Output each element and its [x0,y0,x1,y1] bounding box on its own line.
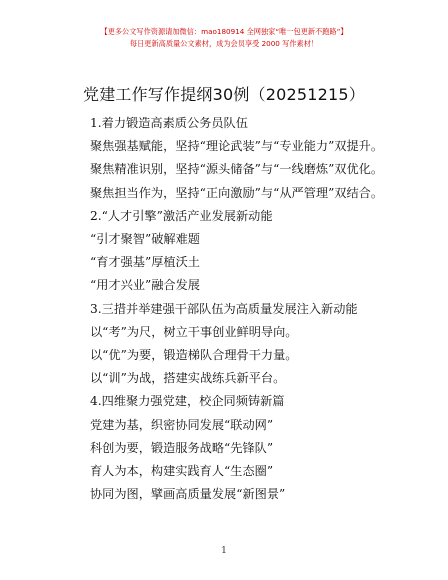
section-4-item-3: 育人为本，构建实践育人“生态圈” [90,464,274,479]
section-1-item-1: 聚焦强基赋能，坚持“理论武装”与“专业能力”双提升。 [90,139,384,154]
section-1-item-2: 聚焦精准识别，坚持“源头储备”与“一线磨炼”双优化。 [90,162,384,177]
section-2-item-2: “育才强基”厚植沃土 [90,255,200,270]
section-4-item-1: 党建为基，织密协同发展“联动网” [90,417,274,432]
page-number: 1 [221,546,227,556]
section-3-item-2: 以“优”为要，锻造梯队合理骨干力量。 [90,348,298,363]
section-4-heading: 4.四维聚力强党建，校企同频铸新篇 [90,394,285,409]
section-1-item-3: 聚焦担当作为，坚持“正向激励”与“从严管理”双结合。 [90,185,384,200]
section-4-item-4: 协同为图，擘画高质量发展“新图景” [90,487,286,502]
section-4-item-2: 科创为要，锻造服务战略“先锋队” [90,440,274,455]
promo-banner-line-1: 【更多公文写作资源请加微信：mao180914 全网独家“唯一包更新不跑路”】 [100,27,348,36]
section-2-heading: 2.“人才引擎”激活产业发展新动能 [90,208,273,223]
section-3-item-1: 以“考”为尺，树立干事创业鲜明导向。 [90,324,298,339]
promo-banner-line-2: 每日更新高质量公文素材，成为会员享受 2000 写作素材！ [129,39,319,48]
document-title: 党建工作写作提纲30例（20251215） [83,85,365,104]
promo-banner [0,26,448,50]
section-3-heading: 3.三措并举建强干部队伍为高质量发展注入新动能 [90,301,358,316]
section-1-heading: 1.着力锻造高素质公务员队伍 [90,116,248,130]
section-2-item-3: “用才兴业”融合发展 [90,278,200,293]
section-3-item-3: 以“训”为战，搭建实战练兵新平台。 [90,371,286,386]
section-2-item-1: “引才聚智”破解难题 [90,232,200,247]
document-body [90,112,420,506]
